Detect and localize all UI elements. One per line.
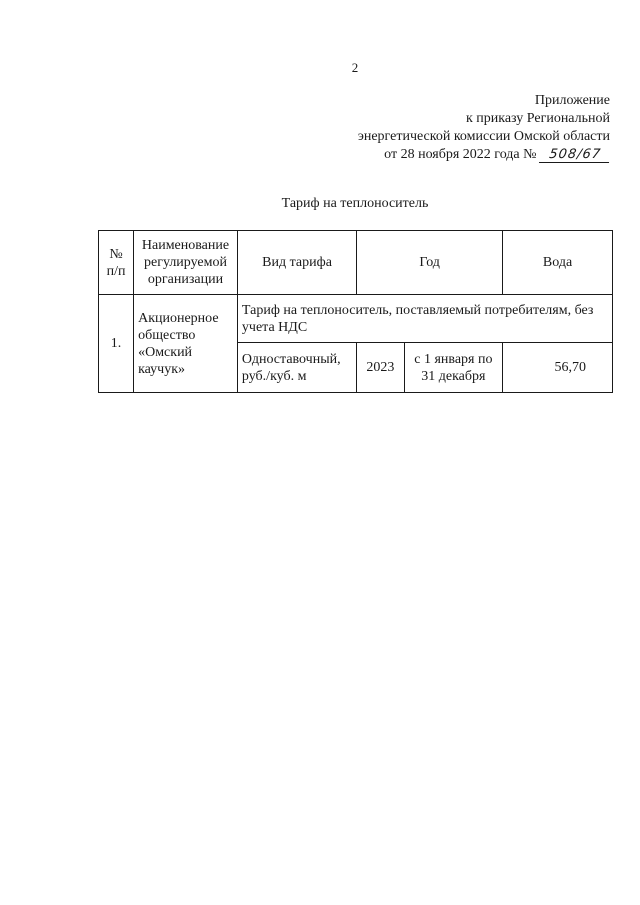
appendix-block bbox=[358, 92, 610, 164]
row-period: с 1 января по 31 декабря bbox=[404, 343, 503, 393]
row-num: 1. bbox=[99, 295, 134, 393]
appendix-order-ref: к приказу Региональной bbox=[465, 111, 610, 126]
row-tariff-type: Одноставочный, руб./куб. м bbox=[237, 343, 356, 393]
appendix-order-date bbox=[358, 146, 610, 164]
table-header-row bbox=[99, 231, 613, 295]
appendix-title: Приложение bbox=[534, 93, 610, 108]
row-tariff-description: Тариф на теплоноситель, поставляемый потребителям, без учета НДС bbox=[237, 295, 612, 343]
page-number: 2 bbox=[351, 60, 359, 75]
row-water-value: 56,70 bbox=[503, 343, 613, 393]
header-organization: Наименование регулируемой организации bbox=[134, 231, 238, 295]
header-water: Вода bbox=[503, 231, 613, 295]
table-row bbox=[99, 295, 613, 343]
header-tariff-type: Вид тарифа bbox=[237, 231, 356, 295]
appendix-authority: энергетической комиссии Омской области bbox=[357, 129, 610, 144]
header-num: № п/п bbox=[99, 231, 134, 295]
handwritten-order-number: 508/67 bbox=[539, 148, 611, 163]
document-title: Тариф на теплоноситель bbox=[281, 196, 429, 211]
order-date-text: от 28 ноября 2022 года № bbox=[384, 147, 537, 162]
tariff-table bbox=[98, 230, 613, 393]
row-organization: Акционерное общество «Омский каучук» bbox=[134, 295, 238, 393]
row-year: 2023 bbox=[357, 343, 404, 393]
header-year: Год bbox=[357, 231, 503, 295]
